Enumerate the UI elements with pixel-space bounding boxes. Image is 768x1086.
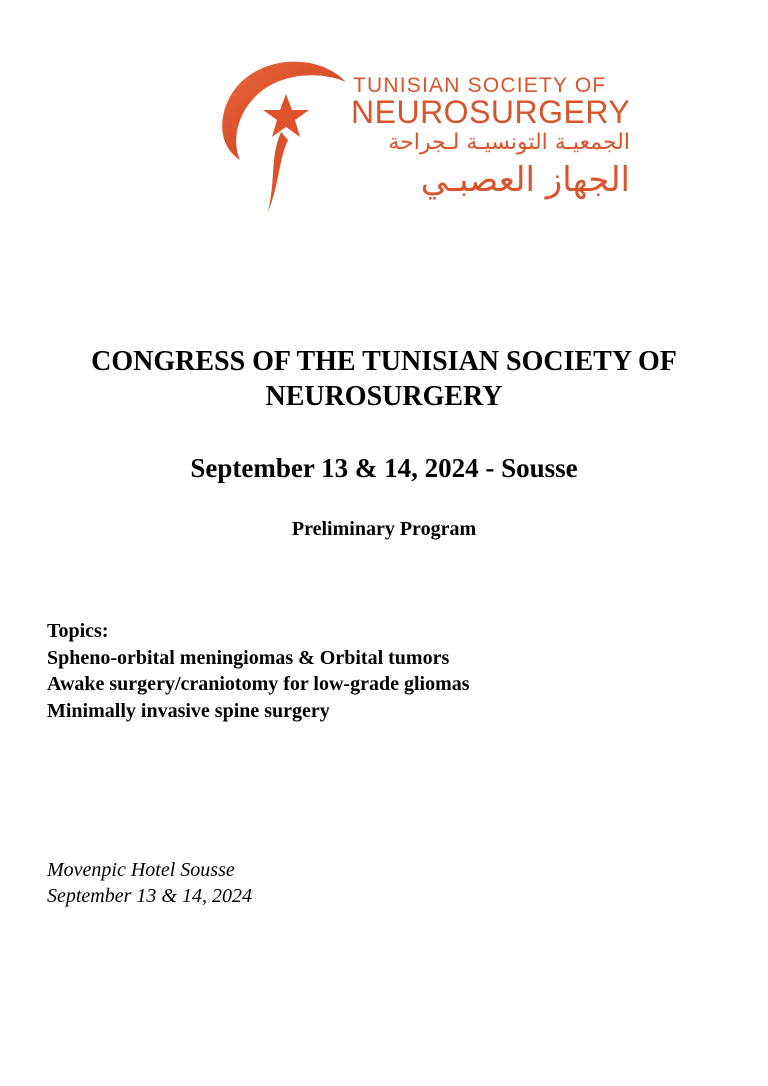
congress-title: CONGRESS OF THE TUNISIAN SOCIETY OF NEUROSURGERY (91, 346, 677, 412)
venue-block (47, 857, 252, 909)
logo-text-line1: TUNISIAN SOCIETY OF (353, 74, 607, 97)
logo-arabic-line2: الجهاز العصبـي (420, 160, 630, 200)
venue-hotel: Movenpic Hotel Sousse (47, 859, 235, 881)
star-crescent-icon (218, 52, 358, 222)
society-logo (218, 52, 638, 222)
topic-item: Minimally invasive spine surgery (47, 699, 330, 722)
topics-heading: Topics: (47, 620, 109, 642)
topics-section (47, 618, 470, 724)
venue-dates: September 13 & 14, 2024 (47, 885, 252, 907)
logo-text-line2: NEUROSURGERY (351, 94, 631, 130)
congress-date: September 13 & 14, 2024 - Sousse (190, 453, 578, 483)
topic-item: Awake surgery/craniotomy for low-grade gliomas (47, 673, 470, 695)
topic-item: Spheno-orbital meningiomas & Orbital tumors (47, 646, 450, 669)
logo-arabic-line1: الجمعيـة التونسيـة لـجراحة (388, 130, 630, 155)
program-subtitle: Preliminary Program (291, 518, 477, 540)
